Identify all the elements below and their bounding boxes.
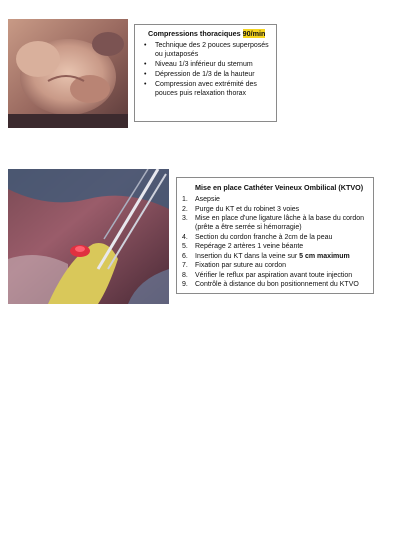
bullet-icon: • bbox=[144, 81, 147, 88]
list-item: 2. Purge du KT et du robinet 3 voies bbox=[182, 205, 300, 213]
list-item: 1. Asepsie bbox=[182, 196, 220, 203]
list-item: 4. Section du cordon franche à 2cm de la peau bbox=[182, 233, 333, 241]
list-item: 7. Fixation par suture au cordon bbox=[182, 262, 287, 269]
list-item: • Technique des 2 pouces superposés ou juxtaposés bbox=[144, 42, 269, 58]
umbilical-catheter-insertion-photo-icon bbox=[8, 169, 169, 304]
list-item: • Dépression de 1/3 de la hauteur bbox=[144, 71, 255, 78]
ktvo-title: Mise en place Cathéter Veineux Ombilical (KTVO) bbox=[195, 183, 364, 192]
list-item: 6. Insertion du KT dans la veine sur 5 cm maximum bbox=[182, 252, 350, 260]
list-item: • Niveau 1/3 inférieur du sternum bbox=[144, 61, 253, 68]
ktvo-procedure-card bbox=[176, 177, 374, 294]
bullet-icon: • bbox=[144, 42, 147, 49]
cpr-photo bbox=[8, 19, 128, 128]
list-item: 9. Contrôle à distance du bon positionnement du KTVO bbox=[182, 281, 359, 288]
neonatal-chest-compression-photo-icon bbox=[8, 19, 128, 128]
bullet-icon: • bbox=[144, 61, 147, 68]
chest-compression-card bbox=[134, 24, 277, 122]
list-item: 5. Repérage 2 artères 1 veine béante bbox=[182, 243, 304, 250]
list-item: • Compression avec extrémité des pouces puis relaxation thorax bbox=[144, 81, 257, 97]
list-item: 8. Vérifier le reflux par aspiration avant toute injection bbox=[182, 271, 353, 279]
chest-compression-title bbox=[148, 29, 270, 38]
bullet-icon: • bbox=[144, 71, 147, 78]
ktvo-steps-list bbox=[181, 195, 369, 289]
list-item: 3. Mise en place d'une ligature lâche à la base du cordon (prête a être serrée si hémorragie) bbox=[182, 215, 365, 231]
title-text: Compressions thoraciques bbox=[148, 29, 243, 38]
max-depth-emphasis: 5 cm maximum bbox=[299, 252, 350, 260]
ktvo-photo bbox=[8, 169, 169, 304]
chest-compression-list bbox=[140, 41, 270, 98]
compression-rate-highlight: 90/min bbox=[242, 29, 266, 38]
